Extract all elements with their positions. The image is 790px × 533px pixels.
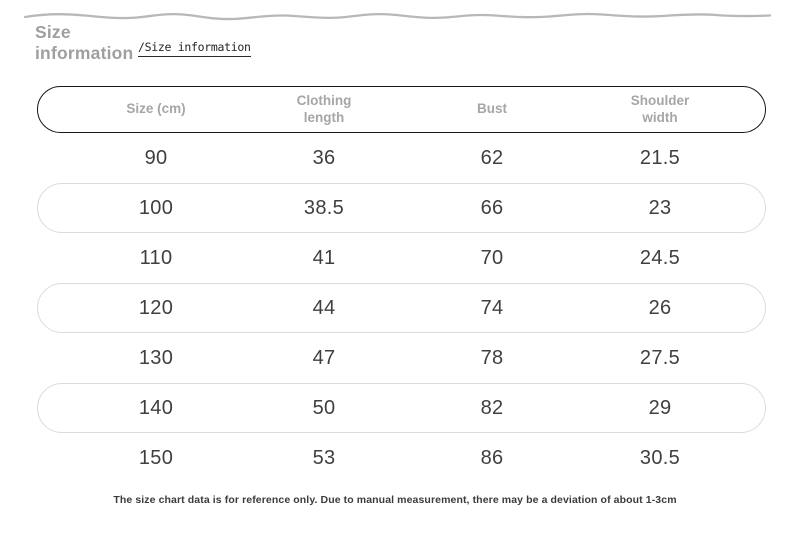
table-header-label: Size (cm) [126, 101, 186, 117]
table-cell: 21.5 [639, 146, 681, 169]
table-header-label: Bust [477, 101, 507, 117]
table-header-cell [240, 93, 408, 125]
size-chart-table [37, 86, 766, 483]
table-cell: 120 [138, 296, 174, 319]
table-cell: 140 [138, 396, 174, 419]
table-cell: 44 [312, 296, 336, 319]
table-header-label: length [303, 109, 345, 125]
table-row [37, 383, 766, 433]
table-cell: 29 [648, 396, 672, 419]
table-cell: 86 [480, 446, 504, 469]
table-body [37, 133, 766, 483]
table-cell: 38.5 [303, 196, 345, 219]
table-row [37, 283, 766, 333]
table-cell: 30.5 [639, 446, 681, 469]
table-cell: 23 [648, 196, 672, 219]
table-cell: 100 [138, 196, 174, 219]
table-cell: 90 [144, 146, 168, 169]
table-cell: 78 [480, 346, 504, 369]
footer-disclaimer: The size chart data is for reference only. Due to manual measurement, there may be a deviation of about 1-3cm [113, 494, 677, 506]
table-cell: 150 [138, 446, 174, 469]
page-subtitle: /Size information [138, 40, 251, 57]
page-title-line1: Size [35, 22, 71, 42]
table-cell: 53 [312, 446, 336, 469]
table-header-label: Clothing [296, 93, 352, 109]
table-row [37, 183, 766, 233]
table-cell: 74 [480, 296, 504, 319]
page-title [35, 22, 133, 63]
table-cell: 82 [480, 396, 504, 419]
table-cell: 130 [138, 346, 174, 369]
table-header-label: width [642, 109, 678, 125]
table-cell: 66 [480, 196, 504, 219]
table-cell: 24.5 [639, 246, 681, 269]
table-cell: 27.5 [639, 346, 681, 369]
table-cell: 110 [139, 246, 173, 269]
table-header-row [37, 86, 766, 133]
table-cell: 62 [480, 146, 504, 169]
page-title-line2: information [35, 42, 134, 63]
table-cell: 26 [648, 296, 672, 319]
table-cell: 47 [312, 346, 336, 369]
table-header-cell [408, 101, 576, 117]
table-cell: 70 [480, 246, 504, 269]
table-cell: 50 [312, 396, 336, 419]
table-row [37, 133, 766, 183]
table-header-cell [576, 93, 744, 125]
table-header-cell [72, 101, 240, 117]
table-cell: 41 [312, 246, 336, 269]
table-cell: 36 [312, 146, 336, 169]
table-row [37, 433, 766, 483]
table-header-label: Shoulder [630, 93, 690, 109]
table-row [37, 333, 766, 383]
table-row [37, 233, 766, 283]
